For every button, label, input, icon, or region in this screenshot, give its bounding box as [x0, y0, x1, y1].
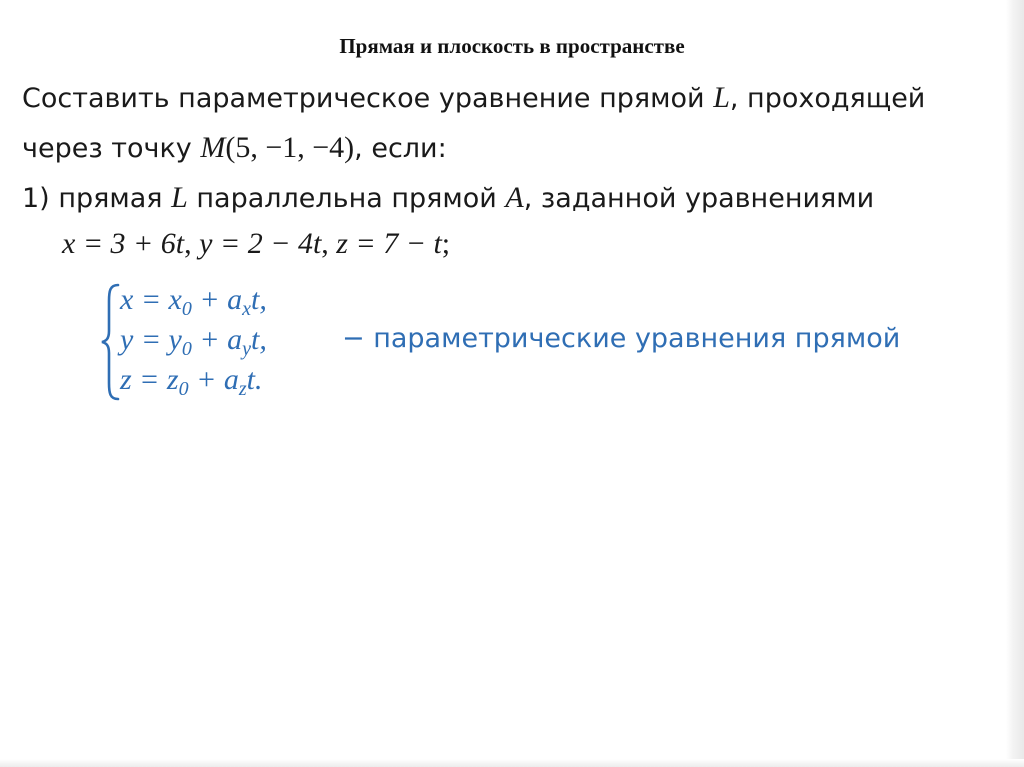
- equation-x: x = 3 + 6t: [62, 227, 185, 260]
- var-L: L: [713, 81, 730, 114]
- system-row-z: [120, 360, 262, 400]
- system-row-z-sub0: 0: [178, 378, 189, 400]
- slide-title: Прямая и плоскость в пространстве: [339, 34, 685, 58]
- system-row-y-rhs: t,: [251, 323, 267, 356]
- system-caption: − параметрические уравнения прямой: [342, 323, 901, 354]
- problem-text-1: Составить параметрическое уравнение прямой: [22, 83, 705, 114]
- system-row-x-rhs: t,: [251, 283, 267, 316]
- system-row-x-subc: x: [242, 298, 252, 320]
- system-row-z-lhs: z = z: [120, 363, 179, 396]
- system-row-y: [120, 320, 267, 360]
- problem-line-1: [22, 72, 925, 125]
- system-row-x-lhs: x = x: [120, 283, 182, 316]
- system-row-x-mid: + a: [191, 283, 243, 316]
- var-A: A: [505, 181, 524, 214]
- system-row-z-subc: z: [238, 378, 247, 400]
- item-number: 1): [22, 183, 50, 214]
- system-row-x-sub0: 0: [181, 298, 192, 320]
- system-row-x: [120, 280, 267, 320]
- problem-text-3-tail: , заданной уравнениями: [523, 183, 875, 214]
- point-name: M: [200, 131, 226, 164]
- point-coords: (5, −1, −4): [225, 131, 355, 164]
- problem-text-1-tail: , проходящей: [729, 83, 926, 114]
- slide-edge-shadow-right: [1006, 0, 1024, 767]
- problem-text-3: прямая: [58, 183, 163, 214]
- given-equations: x = 3 + 6t, y = 2 − 4t, z = 7 − t;: [62, 227, 451, 260]
- slide-edge-shadow-bottom: [0, 759, 1024, 767]
- equation-z: z = 7 − t: [336, 227, 442, 260]
- problem-text-3-mid: параллельна прямой: [196, 183, 497, 214]
- problem-text-2: через точку: [22, 133, 192, 164]
- problem-line-2: [22, 122, 447, 175]
- left-brace-icon: [100, 283, 120, 401]
- system-row-z-rhs: t.: [246, 363, 263, 396]
- system-row-y-sub0: 0: [181, 338, 192, 360]
- problem-text-2-tail: , если:: [354, 133, 447, 164]
- equation-y: y = 2 − 4t: [199, 227, 322, 260]
- system-row-z-mid: + a: [188, 363, 239, 396]
- equation-end: ;: [441, 227, 451, 260]
- system-row-y-mid: + a: [191, 323, 243, 356]
- var-L-2: L: [171, 181, 188, 214]
- system-row-y-subc: y: [242, 338, 252, 360]
- system-row-y-lhs: y = y: [120, 323, 182, 356]
